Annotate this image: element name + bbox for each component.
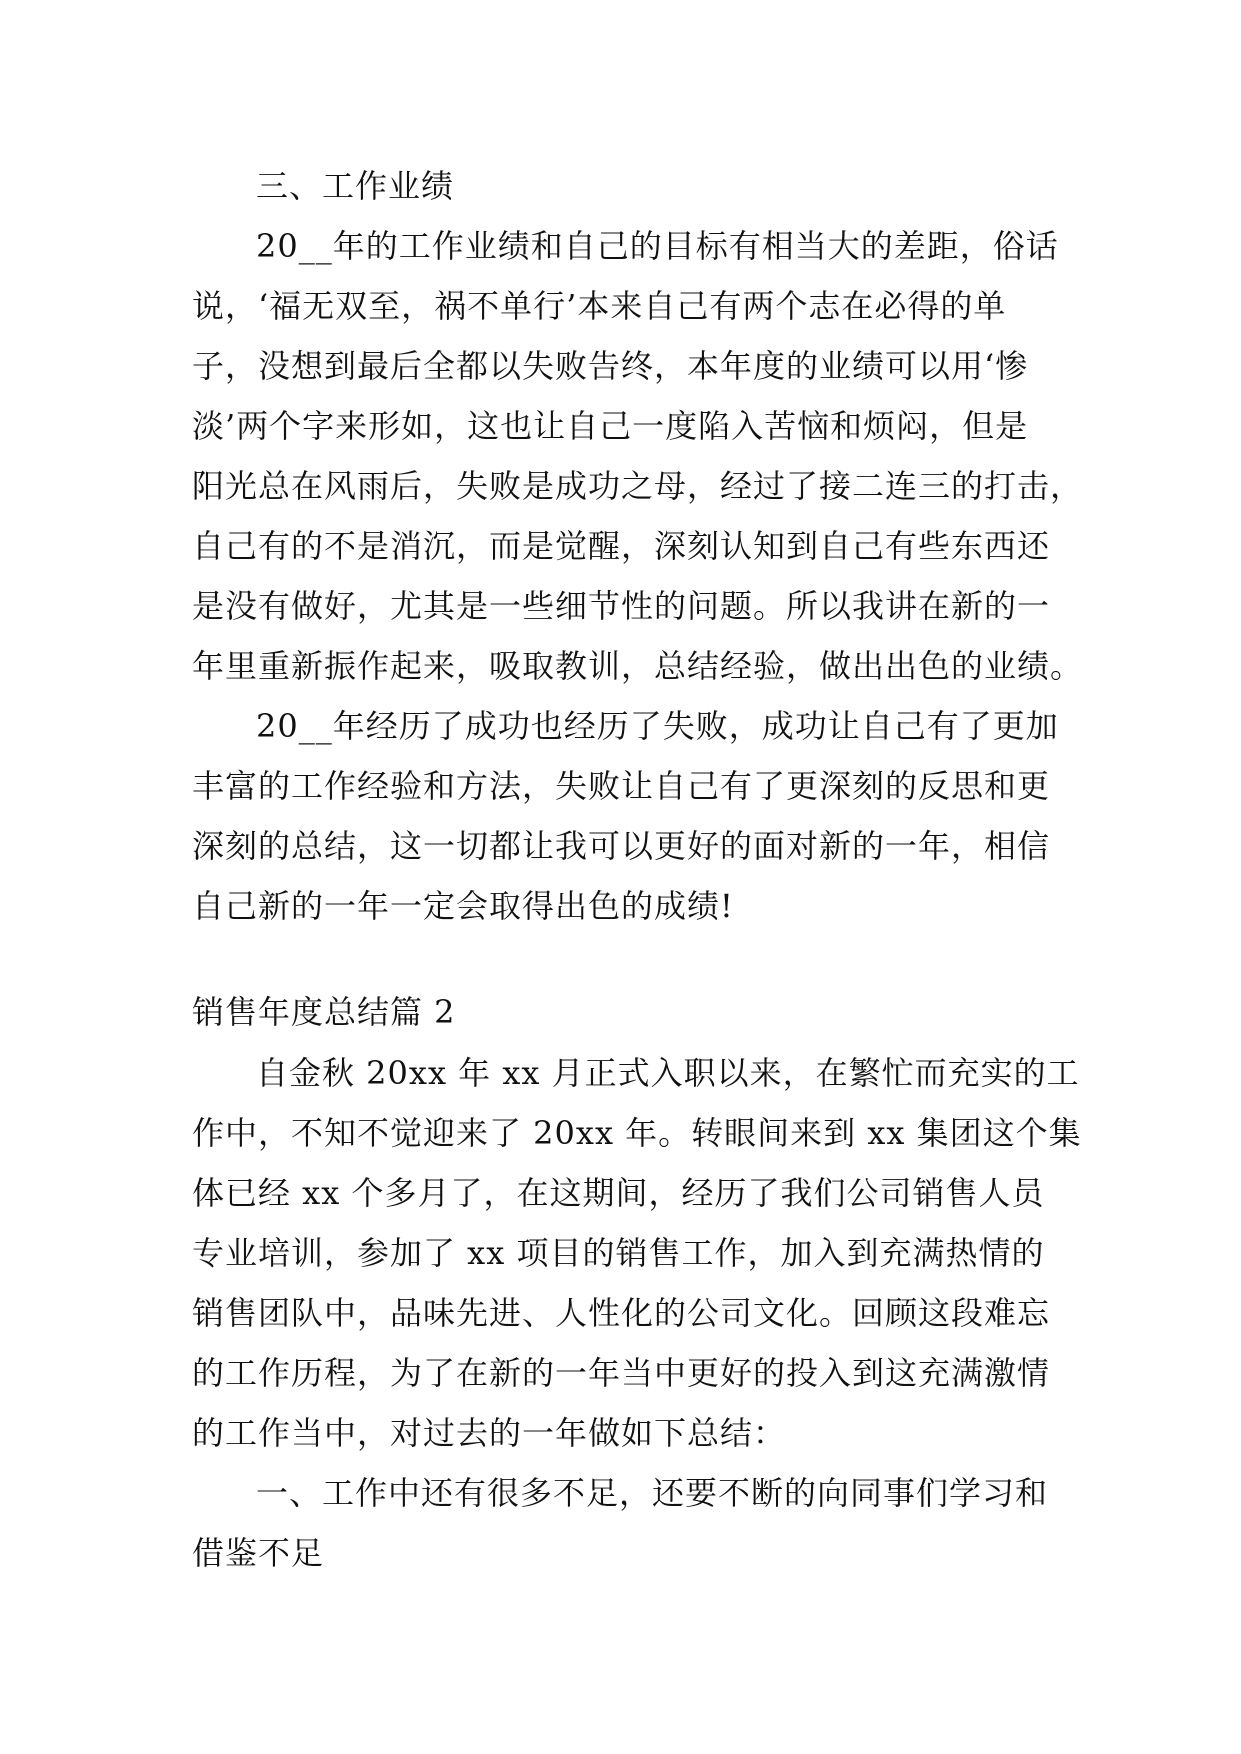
- paragraph-line: 淡’两个字来形如，这也让自己一度陷入苦恼和烦闷，但是: [192, 407, 1029, 445]
- paragraph-line: 20__年经历了成功也经历了失败，成功让自己有了更加: [256, 707, 1059, 745]
- paragraph-line: 年里重新振作起来，吸取教训，总结经验，做出出色的业绩。: [192, 647, 1084, 685]
- paragraph-line: 销售团队中，品味先进、人性化的公司文化。回顾这段难忘: [192, 1294, 1051, 1332]
- paragraph-line: 说，‘福无双至，祸不单行’本来自己有两个志在必得的单: [192, 287, 1007, 325]
- section-heading: 三、工作业绩: [256, 167, 455, 205]
- paragraph-line: 的工作历程，为了在新的一年当中更好的投入到这充满激情: [192, 1354, 1051, 1392]
- paragraph-line: 深刻的总结，这一切都让我可以更好的面对新的一年，相信: [192, 827, 1051, 865]
- paragraph-line: 自己新的一年一定会取得出色的成绩!: [192, 887, 734, 925]
- paragraph-line: 作中，不知不觉迎来了 20xx 年。转眼间来到 xx 集团这个集: [192, 1114, 1082, 1152]
- paragraph-line: 阳光总在风雨后，失败是成功之母，经过了接二连三的打击，: [192, 467, 1084, 505]
- paragraph-line: 子，没想到最后全都以失败告终，本年度的业绩可以用‘惨: [192, 347, 1029, 385]
- paragraph-line: 自己有的不是消沉，而是觉醒，深刻认知到自己有些东西还: [192, 527, 1051, 565]
- paragraph-line: 自金秋 20xx 年 xx 月正式入职以来，在繁忙而充实的工: [256, 1054, 1080, 1092]
- paragraph-line: 是没有做好，尤其是一些细节性的问题。所以我讲在新的一: [192, 587, 1051, 625]
- paragraph-line: 一、工作中还有很多不足，还要不断的向同事们学习和: [256, 1474, 1049, 1512]
- paragraph-line: 丰富的工作经验和方法，失败让自己有了更深刻的反思和更: [192, 767, 1051, 805]
- paragraph-line: 的工作当中，对过去的一年做如下总结：: [192, 1414, 787, 1452]
- paragraph-line: 借鉴不足: [192, 1534, 325, 1572]
- paragraph-line: 体已经 xx 个多月了，在这期间，经历了我们公司销售人员: [192, 1174, 1045, 1212]
- article-title: 销售年度总结篇 2: [192, 993, 456, 1031]
- paragraph-line: 20__年的工作业绩和自己的目标有相当大的差距，俗话: [256, 227, 1059, 265]
- paragraph-line: 专业培训，参加了 xx 项目的销售工作，加入到充满热情的: [192, 1234, 1045, 1272]
